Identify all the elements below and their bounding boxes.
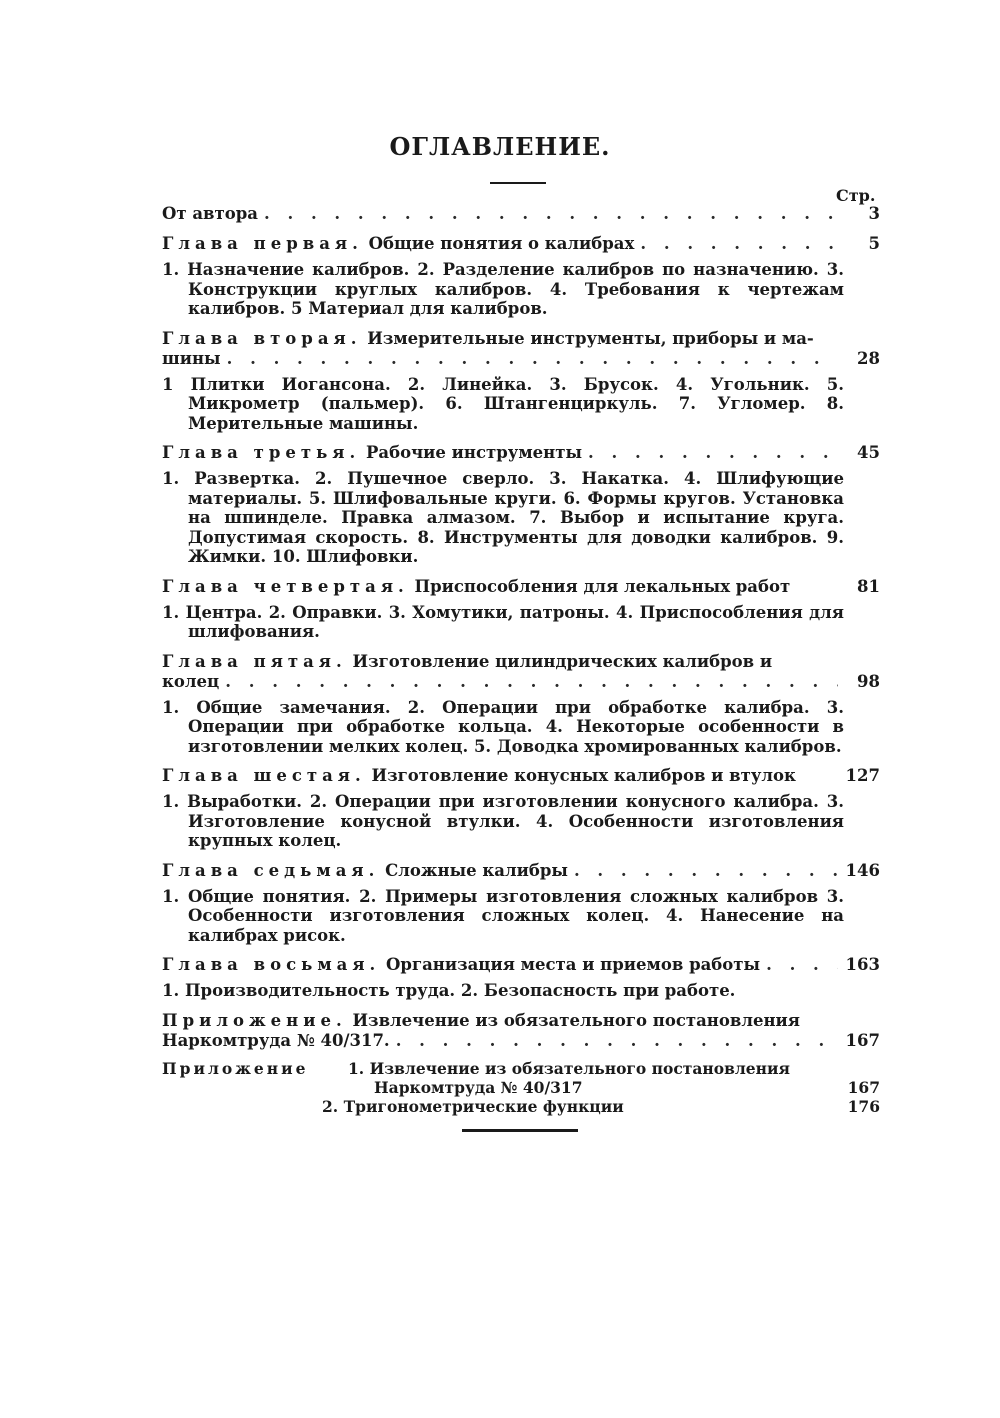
chapter-sections: 1. Выработки. 2. Операции при изготовлении конусного калибра. 3. Изготовление конусной втулки. 4. Особенности изготовления крупных колец. [162,792,844,850]
chapter-7 [162,861,880,946]
chapter-1 [162,234,880,319]
toc-entry-ch7[interactable] [162,861,880,881]
chapter-sections: 1 Плитки Иогансона. 2. Линейка. 3. Брусок. 4. Угольник. 5. Микрометр (пальмер). 6. Штангенциркуль. 7. Угломер. 8. Мерительные машины. [162,374,844,433]
toc-entry-author[interactable] [162,204,880,224]
appendix-2 [162,1059,880,1116]
toc-entry-ch6[interactable] [162,766,880,786]
chapter-title: Измерительные инструменты, приборы и ма- [367,328,814,348]
appendix-title: Извлечение из обязательного постановления [352,1010,800,1030]
end-rule [462,1129,578,1132]
toc-entry-ch1[interactable] [162,234,880,254]
chapter-title: Изготовление конусных калибров и втулок [371,766,796,785]
page-title: ОГЛАВЛЕНИЕ. [389,132,611,161]
appendix-2-row-3[interactable] [162,1097,880,1116]
toc-entry-ch5[interactable] [162,652,880,672]
appendix-item-2: 2. Тригонометрические функции [322,1096,624,1116]
chapter-title-cont: колец [162,671,220,691]
chapter-sections: 1. Центра. 2. Оправки. 3. Хомутики, патроны. 4. Приспособления для шлифования. [162,602,844,641]
appendix-item-1: 1. Извлечение из обязательного постановления [348,1058,790,1078]
chapter-title: Приспособления для лекальных работ [414,576,791,596]
entry-page: 176 [847,1096,880,1116]
chapter-title: Рабочие инструменты [365,443,583,462]
chapter-sections: 1. Развертка. 2. Пушечное сверло. 3. Накатка. 4. Шлифующие материалы. 5. Шлифовальные круги. 6. Формы кругов. Установка на шпинделе. Правка алмазом. 7. Выбор и испытание круга. Допустимая скорость. 8. Инструменты для доводки калибров. 9. Жимки. 10. Шлифовки. [162,469,844,566]
entry-page: 146 [845,860,880,880]
chapter-title-cont: шины [162,348,221,368]
entry-page: 167 [847,1077,880,1097]
toc-entry-ch5-cont [162,672,880,692]
entry-page: 163 [845,955,880,974]
chapter-prefix: Глава восьмая. [162,955,381,974]
entry-page: 127 [845,766,880,785]
chapter-4 [162,577,880,642]
toc-entry-appendix-cont [162,1031,880,1051]
leader-dots [588,443,838,463]
entry-label: От автора [162,204,258,223]
chapter-prefix: Глава пятая. [162,651,347,671]
chapter-sections: 1. Производительность труда. 2. Безопасность при работе. [162,981,736,1000]
chapter-title: Организация места и приемов работы [386,955,761,974]
leader-dots [574,861,838,881]
toc-entry-ch3[interactable] [162,443,880,463]
appendix-title-cont: Наркомтруда № 40/317. [162,1030,390,1050]
leader-dots [766,955,838,975]
chapter-title: Изготовление цилиндрических калибров и [352,651,773,671]
chapter-2 [162,329,880,434]
chapter-prefix: Глава третья. [162,443,361,462]
chapter-title: Сложные калибры [385,860,568,880]
entry-page: 45 [857,443,880,462]
chapter-5 [162,652,880,757]
leader-dots [396,1031,838,1051]
appendix-prefix: Приложение [162,1058,309,1078]
page-column-header: Стр. [836,186,876,205]
leader-dots [227,349,838,369]
leader-dots [264,204,838,224]
toc-list [162,204,880,1116]
chapter-prefix: Глава первая. [162,234,363,253]
entry-page: 98 [857,671,880,691]
chapter-sections: 1. Общие понятия. 2. Примеры изготовления сложных калибров 3. Особенности изготовления сложных колец. 4. Нанесение на калибрах рисок. [162,886,844,945]
chapter-8 [162,955,880,1001]
chapter-prefix: Глава вторая. [162,328,362,348]
appendix-1 [162,1011,880,1051]
entry-page: 81 [857,576,880,596]
entry-page: 3 [868,204,880,223]
toc-entry-ch4[interactable] [162,577,880,597]
chapter-prefix: Глава шестая. [162,766,366,785]
entry-page: 28 [857,348,880,368]
toc-entry-ch8[interactable] [162,955,880,975]
toc-entry-ch2[interactable] [162,329,880,349]
chapter-title: Общие понятия о калибрах [368,234,635,253]
appendix-2-row-2 [162,1078,880,1097]
leader-dots [225,672,838,692]
chapter-prefix: Глава четвертая. [162,576,409,596]
toc-entry-ch2-cont [162,349,880,369]
entry-page: 5 [868,234,880,253]
leader-dots [640,234,838,254]
title-rule [490,182,546,184]
chapter-sections: 1. Назначение калибров. 2. Разделение калибров по назначению. 3. Конструкции круглых калибров. 4. Требования к чертежам калибров. 5 Материал для калибров. [162,260,844,318]
appendix-prefix: Приложение. [162,1010,347,1030]
entry-page: 167 [845,1030,880,1050]
appendix-item-1-cont: Наркомтруда № 40/317 [374,1077,583,1097]
chapter-prefix: Глава седьмая. [162,860,380,880]
chapter-3 [162,443,880,567]
toc-entry-appendix[interactable] [162,1011,880,1031]
chapter-6 [162,766,880,851]
chapter-sections: 1. Общие замечания. 2. Операции при обработке калибра. 3. Операции при обработке кольца. 4. Некоторые особенности в изготовлении мелких колец. 5. Доводка хромированных калибров. [162,697,844,756]
appendix-2-row-1[interactable] [162,1059,880,1078]
